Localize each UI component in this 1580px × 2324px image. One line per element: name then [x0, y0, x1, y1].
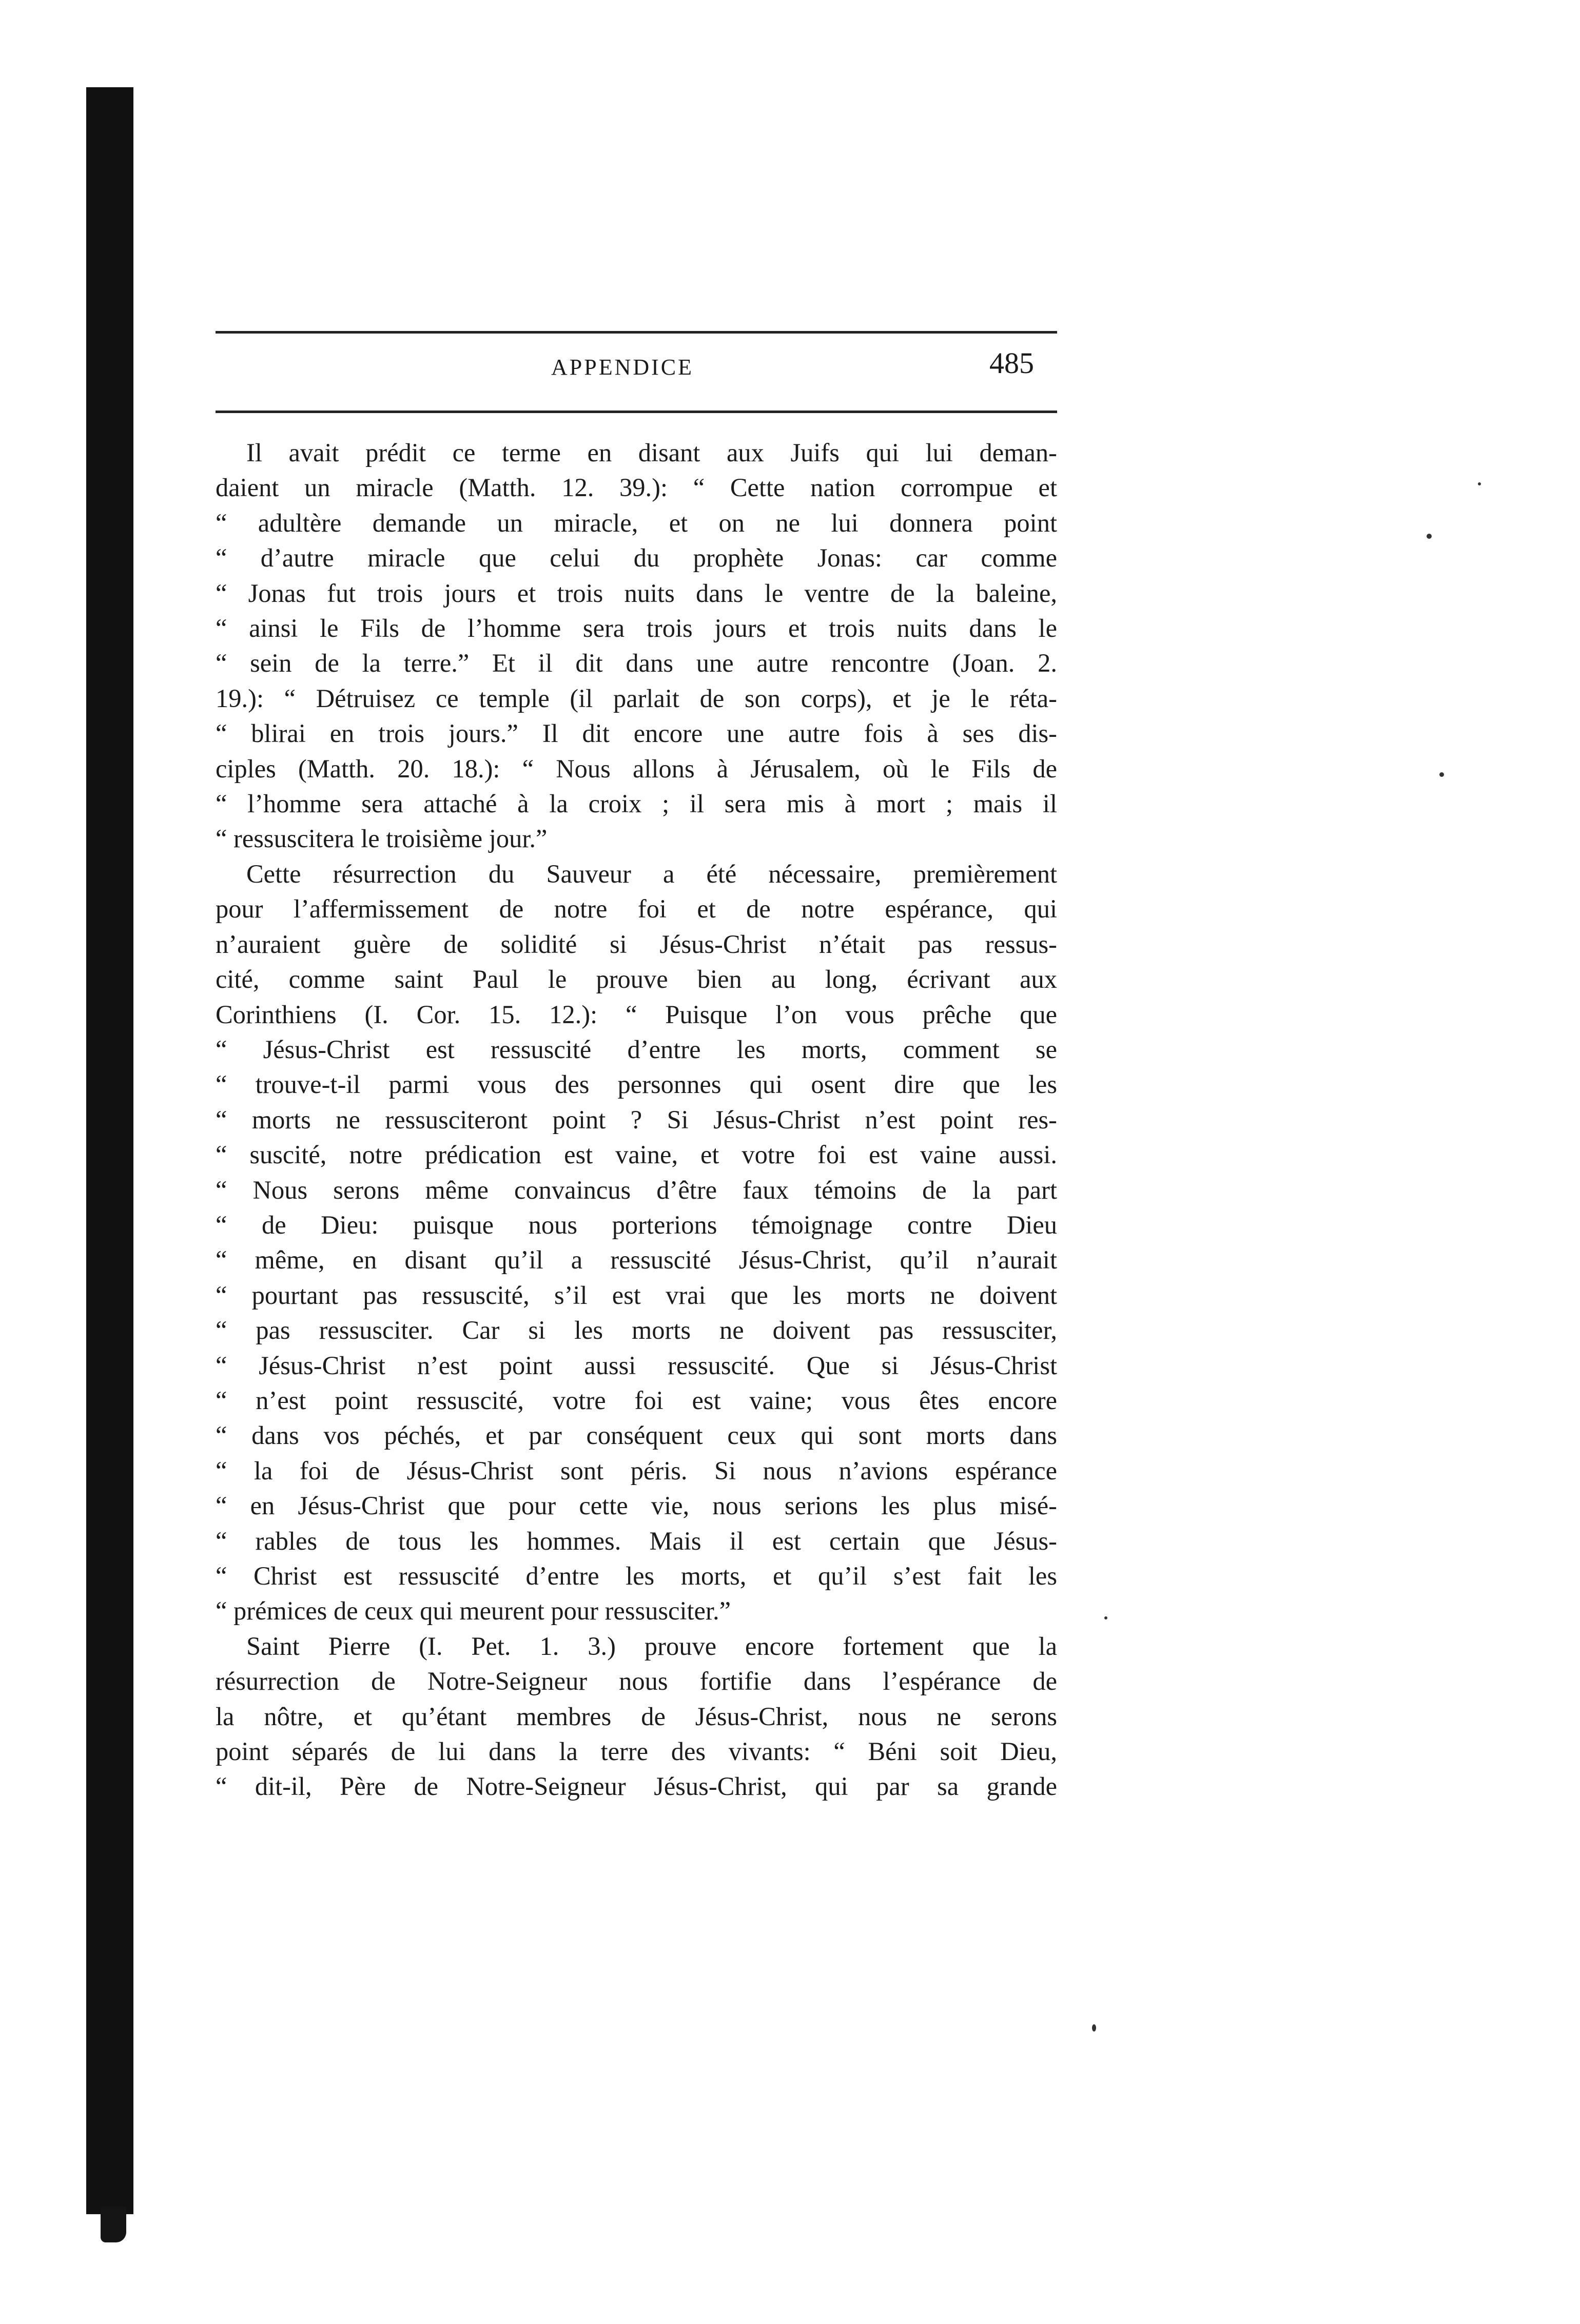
- text-line: “ dans vos péchés, et par conséquent ceux qui sont morts dans: [216, 1421, 1057, 1450]
- text-line: “ trouve-t-il parmi vous des personnes qui osent dire que les: [216, 1070, 1057, 1099]
- text-line: Corinthiens (I. Cor. 15. 12.): “ Puisque l’on vous prêche que: [216, 1000, 1057, 1029]
- text-line: la nôtre, et qu’étant membres de Jésus-Christ, nous ne serons: [216, 1702, 1057, 1731]
- scan-speck: [1427, 534, 1432, 539]
- text-line: n’auraient guère de solidité si Jésus-Christ n’était pas ressus-: [216, 929, 1057, 959]
- text-line: “ la foi de Jésus-Christ sont péris. Si nous n’avions espérance: [216, 1456, 1057, 1485]
- binding-edge: [86, 87, 133, 2214]
- text-line: “ Jésus-Christ est ressuscité d’entre les morts, comment se: [216, 1034, 1057, 1064]
- text-line: “ rables de tous les hommes. Mais il est certain que Jésus-: [216, 1526, 1057, 1555]
- scan-speck: [1104, 1616, 1107, 1619]
- header-rule-bottom: [216, 411, 1057, 413]
- text-line: Cette résurrection du Sauveur a été nécessaire, premièrement: [246, 859, 1057, 888]
- text-line: point séparés de lui dans la terre des vivants: “ Béni soit Dieu,: [216, 1737, 1057, 1766]
- text-line: “ même, en disant qu’il a ressuscité Jésus-Christ, qu’il n’aurait: [216, 1245, 1057, 1275]
- text-line: “ blirai en trois jours.” Il dit encore une autre fois à ses dis-: [216, 719, 1057, 748]
- text-line: “ Jonas fut trois jours et trois nuits dans le ventre de la baleine,: [216, 578, 1057, 608]
- text-line: pour l’affermissement de notre foi et de notre espérance, qui: [216, 894, 1057, 924]
- text-line: “ l’homme sera attaché à la croix ; il sera mis à mort ; mais il: [216, 789, 1057, 818]
- scan-speck: [1478, 482, 1481, 485]
- text-line: “ pourtant pas ressuscité, s’il est vrai que les morts ne doivent: [216, 1280, 1057, 1310]
- text-line: Il avait prédit ce terme en disant aux Juifs qui lui deman-: [246, 438, 1057, 467]
- running-head: APPENDICE: [551, 355, 694, 380]
- text-line: “ Nous serons même convaincus d’être faux témoins de la part: [216, 1175, 1057, 1204]
- text-line: “ suscité, notre prédication est vaine, et votre foi est vaine aussi.: [216, 1140, 1057, 1169]
- text-line: cité, comme saint Paul le prouve bien au long, écrivant aux: [216, 965, 1057, 994]
- scan-speck: [1439, 772, 1444, 777]
- text-line: “ ressuscitera le troisième jour.”: [216, 824, 548, 853]
- text-line: “ dit-il, Père de Notre-Seigneur Jésus-Christ, qui par sa grande: [216, 1772, 1057, 1801]
- text-line: “ n’est point ressuscité, votre foi est vaine; vous êtes encore: [216, 1385, 1057, 1415]
- header-rule-top: [216, 331, 1057, 334]
- text-line: “ pas ressusciter. Car si les morts ne doivent pas ressusciter,: [216, 1316, 1057, 1345]
- text-line: “ Christ est ressuscité d’entre les morts, et qu’il s’est fait les: [216, 1561, 1057, 1590]
- body-text: [216, 435, 1057, 1804]
- text-line: résurrection de Notre-Seigneur nous fortifie dans l’espérance de: [216, 1667, 1057, 1696]
- text-line: daient un miracle (Matth. 12. 39.): “ Cette nation corrompue et: [216, 473, 1057, 502]
- binding-edge-tail: [101, 2206, 126, 2242]
- text-line: “ ainsi le Fils de l’homme sera trois jours et trois nuits dans le: [216, 614, 1057, 643]
- text-line: “ de Dieu: puisque nous porterions témoignage contre Dieu: [216, 1210, 1057, 1239]
- text-line: “ en Jésus-Christ que pour cette vie, nous serions les plus misé-: [216, 1491, 1057, 1520]
- text-line: ciples (Matth. 20. 18.): “ Nous allons à Jérusalem, où le Fils de: [216, 754, 1057, 783]
- scan-speck: [1092, 2024, 1096, 2032]
- text-line: “ prémices de ceux qui meurent pour ressusciter.”: [216, 1596, 731, 1626]
- page-number: 485: [989, 346, 1034, 380]
- text-line: “ sein de la terre.” Et il dit dans une autre rencontre (Joan. 2.: [216, 649, 1057, 678]
- text-line: “ adultère demande un miracle, et on ne lui donnera point: [216, 508, 1057, 537]
- text-line: “ d’autre miracle que celui du prophète Jonas: car comme: [216, 543, 1057, 573]
- text-line: “ morts ne ressusciteront point ? Si Jésus-Christ n’est point res-: [216, 1105, 1057, 1134]
- text-line: “ Jésus-Christ n’est point aussi ressuscité. Que si Jésus-Christ: [216, 1351, 1057, 1380]
- text-line: Saint Pierre (I. Pet. 1. 3.) prouve encore fortement que la: [246, 1631, 1057, 1661]
- text-line: 19.): “ Détruisez ce temple (il parlait de son corps), et je le réta-: [216, 683, 1057, 713]
